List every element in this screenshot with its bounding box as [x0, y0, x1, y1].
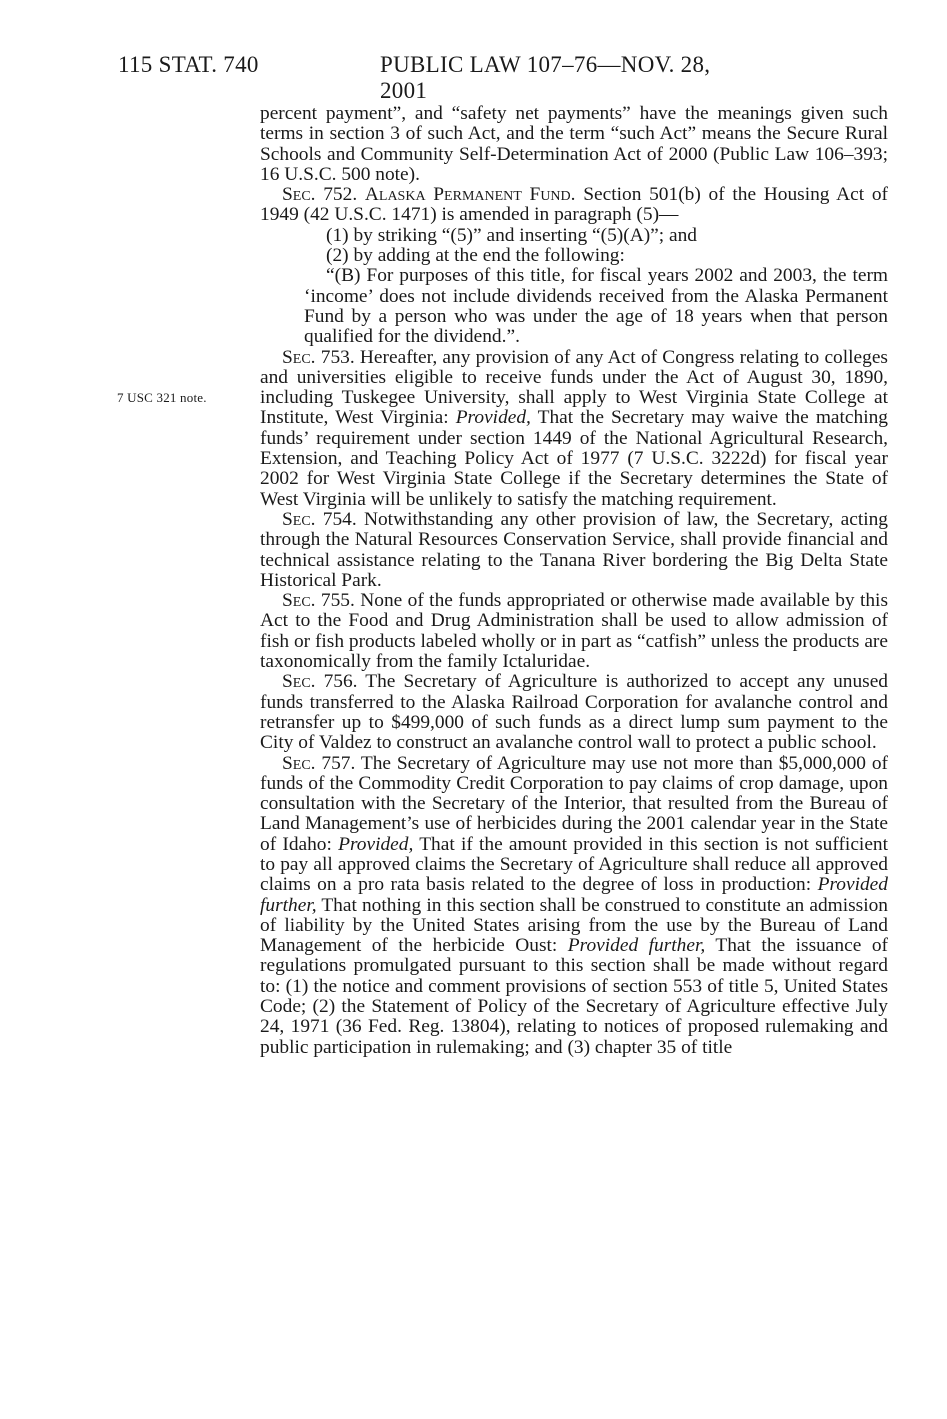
section-756 — [260, 672, 888, 753]
section-text: That the issuance of regulations promulgated pursuant to this section shall be made without regard to: (1) the notice and comment provisions of section 553 of title 5, United States Code; (2) the Statement of Policy of the Secretary of Agriculture effective July 24, 1971 (36 Fed. Reg. 13804), relating to notices of proposed rulemaking and public participation in rulemaking; and (3) chapter 35 of title — [260, 935, 888, 1058]
section-text: None of the funds appropriated or otherwise made available by this Act to the Food and Drug Administration shall be used to allow admission of fish or fish products labeled wholly or in part as “catfish” unless the products are taxonomically from the family Ictaluridae. — [260, 590, 888, 673]
list-item-text: (2) by adding at the end the following: — [326, 245, 625, 267]
section-752 — [260, 185, 888, 226]
section-753 — [260, 348, 888, 510]
section-text: The Secretary of Agriculture is authorized to accept any unused funds transferred to the Alaska Railroad Corporation for avalanche control and retransfer up to $499,000 of such funds as a direct lump sum payment to the City of Valdez to construct an avalanche control wall to protect a public school. — [260, 671, 889, 754]
margin-note: 7 USC 321 note. — [117, 390, 207, 405]
section-label: Sec. 757. — [282, 752, 356, 774]
proviso: Provided, — [455, 407, 531, 429]
proviso: Provided further, — [567, 935, 706, 957]
section-label: Sec. 754. — [282, 508, 357, 530]
document-body — [260, 104, 888, 1058]
public-law-citation: PUBLIC LAW 107–76—NOV. 28, 2001 — [380, 52, 711, 103]
section-text: Section 501(b) of the Housing Act of 1949 (42 U.S.C. 1471) is amended in paragraph (5)— — [260, 184, 888, 226]
proviso: Provided further, — [260, 874, 888, 916]
section-754 — [260, 510, 888, 591]
list-item — [304, 246, 888, 266]
proviso: Provided, — [338, 833, 414, 855]
section-text: That if the amount provided in this section is not sufficient to pay all approved claims the Secretary of Agriculture shall reduce all approved claims on a pro rata basis related to the degree of loss in production: — [260, 833, 889, 896]
list-item-text: (1) by striking “(5)” and inserting “(5)(A)”; and — [326, 224, 697, 246]
section-text: The Secretary of Agriculture may use not more than $5,000,000 of funds of the Commodity Credit Corporation to pay claims of crop damage, upon consultation with the Secretary of the Interior, that resulted from the Bureau of Land Management’s use of herbicides during the 2001 calendar year in the State of Idaho: — [260, 752, 888, 855]
quoted-text: “(B) For purposes of this title, for fiscal years 2002 and 2003, the term ‘income’ does not include dividends received from the Alaska Permanent Fund by a person who was under the age of 18 years when that person qualified for the dividend.”. — [304, 265, 888, 348]
section-755 — [260, 591, 888, 672]
quoted-amendment — [304, 266, 888, 347]
stat-page-number: 115 STAT. 740 — [118, 52, 259, 77]
paragraph-continued — [260, 104, 888, 185]
section-757 — [260, 754, 888, 1058]
section-text: That nothing in this section shall be construed to constitute an admission of liability by the United States arising from the use by the Bureau of Land Management of the herbicide Oust: — [260, 894, 888, 957]
paragraph-text: percent payment”, and “safety net payments” have the meanings given such terms in section 3 of such Act, and the term “such Act” means the Secure Rural Schools and Community Self-Determination Act of 2000 (Public Law 106–393; 16 U.S.C. 500 note). — [260, 103, 888, 185]
section-label: Sec. 755. — [282, 590, 355, 612]
section-text: Hereafter, any provision of any Act of Congress relating to colleges and universities eligible to receive funds under the Act of August 30, 1890, including Tuskegee University, shall apply to West Virginia State College at Institute, West Virginia: — [260, 346, 888, 429]
page-header — [118, 52, 758, 103]
section-title: Alaska Permanent Fund. — [364, 184, 576, 206]
list-item — [304, 226, 888, 246]
section-label: Sec. 753. — [282, 346, 355, 368]
section-label: Sec. 756. — [282, 671, 358, 693]
section-text: That the Secretary may waive the matching funds’ requirement under section 1449 of the National Agricultural Research, Extension, and Teaching Policy Act of 1977 (7 U.S.C. 3222d) for fiscal year 2002 for West Virginia State College if the Secretary determines the State of West Virginia will be unlikely to satisfy the matching requirement. — [260, 407, 889, 510]
section-label: Sec. 752. — [282, 184, 358, 206]
section-text: Notwithstanding any other provision of law, the Secretary, acting through the Natural Resources Conservation Service, shall provide financial and technical assistance relating to the Tanana River bordering the Big Delta State Historical Park. — [260, 508, 888, 591]
